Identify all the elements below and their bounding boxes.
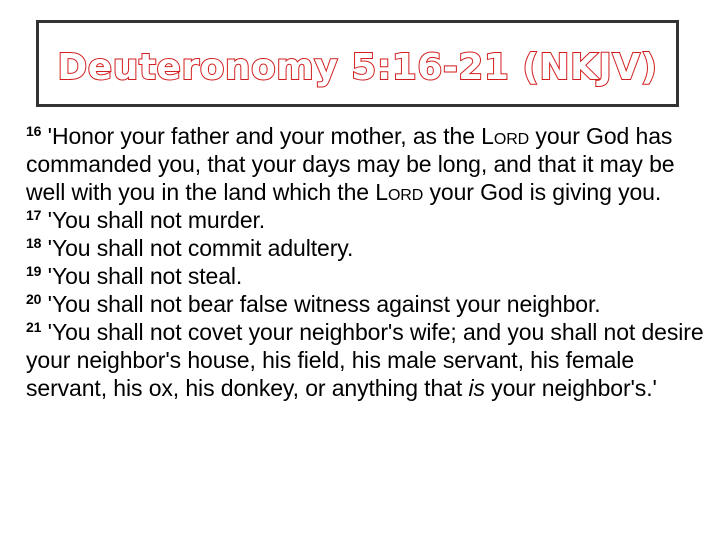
verse-text: 'You shall not murder.: [47, 207, 266, 233]
slide-title: Deuteronomy 5:16-21 (NKJV): [57, 47, 658, 88]
verse-number: 21: [26, 319, 42, 335]
verse-number: 16: [26, 123, 42, 139]
verse-text: your God has commanded you, that your days may be long, and that it may be well with you in the land which the: [26, 123, 675, 205]
verse-17: [26, 207, 265, 233]
verse-text: 'You shall not bear false witness against your neighbor.: [47, 291, 601, 317]
verse-number: 18: [26, 235, 42, 251]
verse-text: 'You shall not commit adultery.: [47, 235, 354, 261]
verse-number: 19: [26, 263, 42, 279]
verse-19: [26, 263, 242, 289]
verse-text: 'Honor your father and your mother, as the: [47, 123, 482, 149]
lord-small-caps: Lord: [481, 123, 530, 149]
verse-text: 'You shall not steal.: [47, 263, 243, 289]
verse-16: [26, 123, 675, 205]
verse-text: 'You shall not covet your neighbor's wife; and you shall not desire your neighbor's house, his field, his male servant, his female servant, his ox, his donkey, or anything that: [26, 319, 704, 401]
verse-number: 17: [26, 207, 42, 223]
verse-text: your neighbor's.': [484, 375, 657, 401]
italic-word: is: [468, 375, 485, 401]
verse-text: your God is giving you.: [423, 179, 662, 205]
verse-20: [26, 291, 601, 317]
lord-small-caps: Lord: [375, 179, 424, 205]
verse-number: 20: [26, 291, 42, 307]
verse-18: [26, 235, 353, 261]
scripture-passage: [26, 122, 706, 402]
title-box: [36, 20, 679, 107]
verse-21: [26, 319, 704, 401]
